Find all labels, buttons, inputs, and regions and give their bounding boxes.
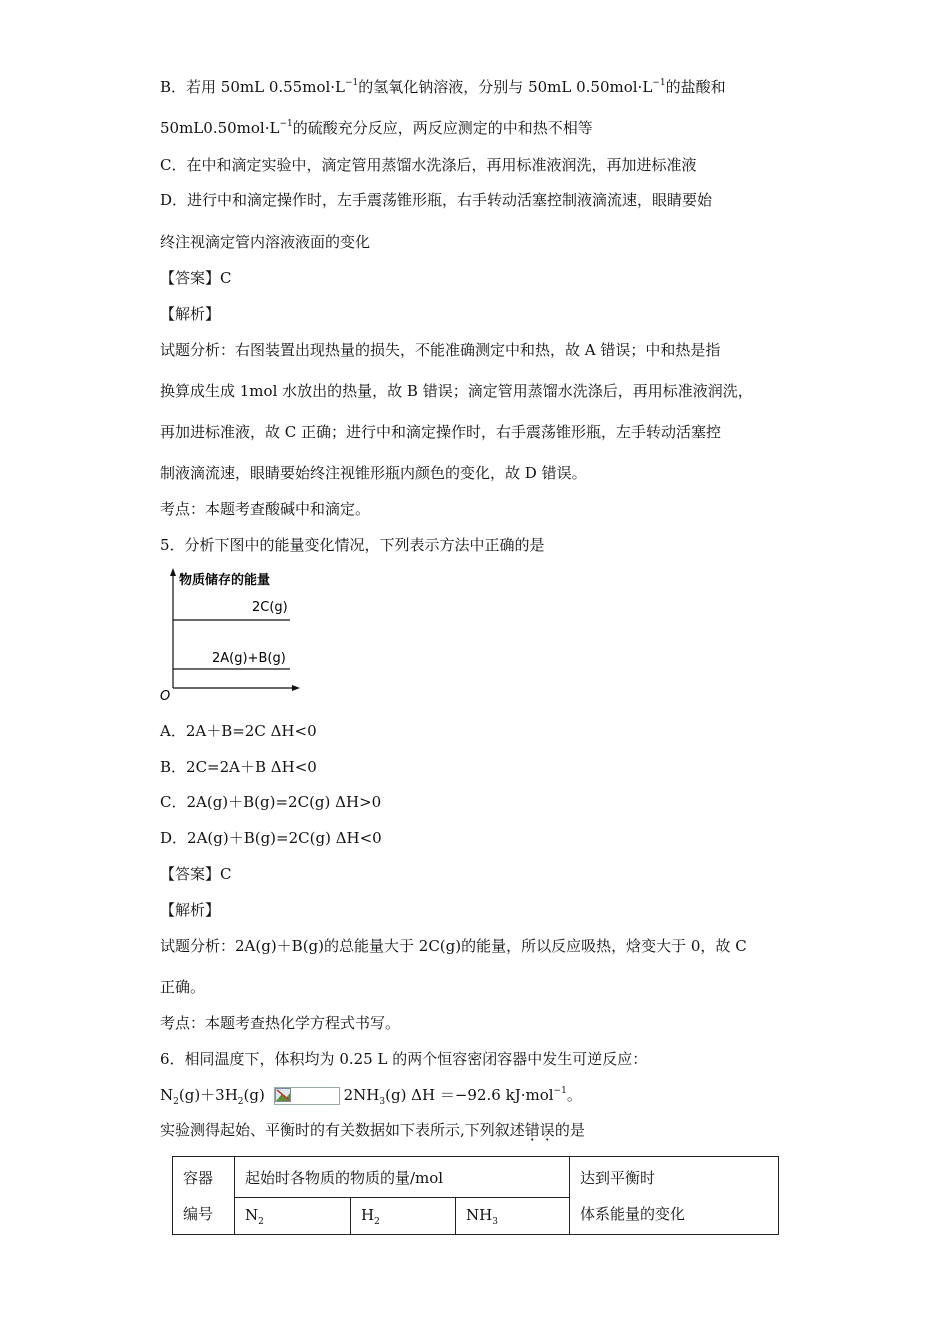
x-axis-arrow bbox=[292, 685, 300, 691]
answer-label: 【答案】C bbox=[160, 865, 232, 883]
emphasis-char: 错 bbox=[524, 1121, 540, 1139]
option-b-line2: $50mL0.50mol\cdot L^{-1}$的硫酸充分反应，两反应测定的中和热不相等 bbox=[160, 119, 593, 137]
analysis-label: 【解析】 bbox=[160, 901, 221, 919]
key-point: 考点：本题考查酸碱中和滴定。 bbox=[160, 500, 371, 518]
header-h2: $H_2$ bbox=[351, 1198, 456, 1235]
header-equilibrium-energy: 达到平衡时 体系能量的变化 bbox=[570, 1157, 779, 1235]
analysis-label: 【解析】 bbox=[160, 305, 221, 323]
option-a: A．2A＋B=2C ΔH<0 bbox=[160, 722, 317, 740]
option-b: B．2C=2A＋B ΔH<0 bbox=[160, 758, 317, 776]
option-b-line1: B．若用 50mL $0.55mol\cdot L^{-1}$的氢氧化钠溶液，分别与 50mL $0.50mol\cdot L^{-1}$的盐酸和 bbox=[160, 78, 726, 96]
header-initial-amounts: 起始时各物质的物质的量/mol bbox=[235, 1157, 570, 1198]
analysis-line1: 试题分析：右图装置出现热量的损失，不能准确测定中和热，故 A 错误；中和热是指 bbox=[160, 341, 721, 359]
header-nh3: $NH_3$ bbox=[455, 1198, 569, 1235]
answer-label: 【答案】C bbox=[160, 269, 232, 287]
y-axis-label: 物质储存的能量 bbox=[179, 573, 271, 588]
option-d-line2: 终注视滴定管内溶液液面的变化 bbox=[160, 233, 371, 251]
analysis-line2: 正确。 bbox=[160, 978, 206, 996]
question-5: 5．分析下图中的能量变化情况，下列表示方法中正确的是 bbox=[160, 536, 545, 554]
reversible-arrow-image bbox=[274, 1087, 340, 1105]
key-point: 考点：本题考查热化学方程式书写。 bbox=[160, 1014, 401, 1032]
option-d-line1: D．进行中和滴定操作时，左手震荡锥形瓶，右手转动活塞控制液滴流速，眼睛要始 bbox=[160, 191, 713, 209]
data-table bbox=[172, 1156, 779, 1235]
option-c: C．2A(g)＋B(g)=2C(g) ΔH>0 bbox=[160, 793, 382, 811]
upper-level-label: 2C(g) bbox=[252, 600, 288, 615]
analysis-line4: 制液滴流速，眼睛要始终注视锥形瓶内颜色的变化，故 D 错误。 bbox=[160, 464, 587, 482]
lower-level-label: 2A(g)+B(g) bbox=[212, 651, 286, 666]
analysis-line1: 试题分析：2A(g)＋B(g)的总能量大于 2C(g)的能量，所以反应吸热，焓变大于 0，故 C bbox=[160, 937, 747, 955]
origin-label: O bbox=[160, 689, 171, 704]
broken-image-icon bbox=[275, 1088, 291, 1102]
emphasis-char: 误 bbox=[539, 1121, 555, 1139]
analysis-line3: 再加进标准液，故 C 正确；进行中和滴定操作时，右手震荡锥形瓶，左手转动活塞控 bbox=[160, 423, 722, 441]
question-6-prompt: 实验测得起始、平衡时的有关数据如下表所示,下列叙述错误的是 bbox=[160, 1121, 585, 1139]
y-axis-arrow bbox=[170, 568, 176, 576]
reaction-equation: $N_2(g)+3H_2(g)$ $2NH_3(g)$ ΔH ＝−92.6 kJ·mol$^{-1}$。 bbox=[160, 1086, 582, 1107]
question-6: 6．相同温度下，体积均为 0.25 L 的两个恒容密闭容器中发生可逆反应： bbox=[160, 1050, 648, 1068]
energy-diagram bbox=[160, 566, 310, 706]
option-d: D．2A(g)＋B(g)=2C(g) ΔH<0 bbox=[160, 829, 382, 847]
header-container-number: 容器 编号 bbox=[173, 1157, 235, 1235]
header-n2: $N_2$ bbox=[235, 1198, 351, 1235]
analysis-line2: 换算成生成 1mol 水放出的热量，故 B 错误；滴定管用蒸馏水洗涤后，再用标准液润洗， bbox=[160, 382, 753, 400]
option-c: C．在中和滴定实验中，滴定管用蒸馏水洗涤后，再用标准液润洗，再加进标准液 bbox=[160, 156, 697, 174]
